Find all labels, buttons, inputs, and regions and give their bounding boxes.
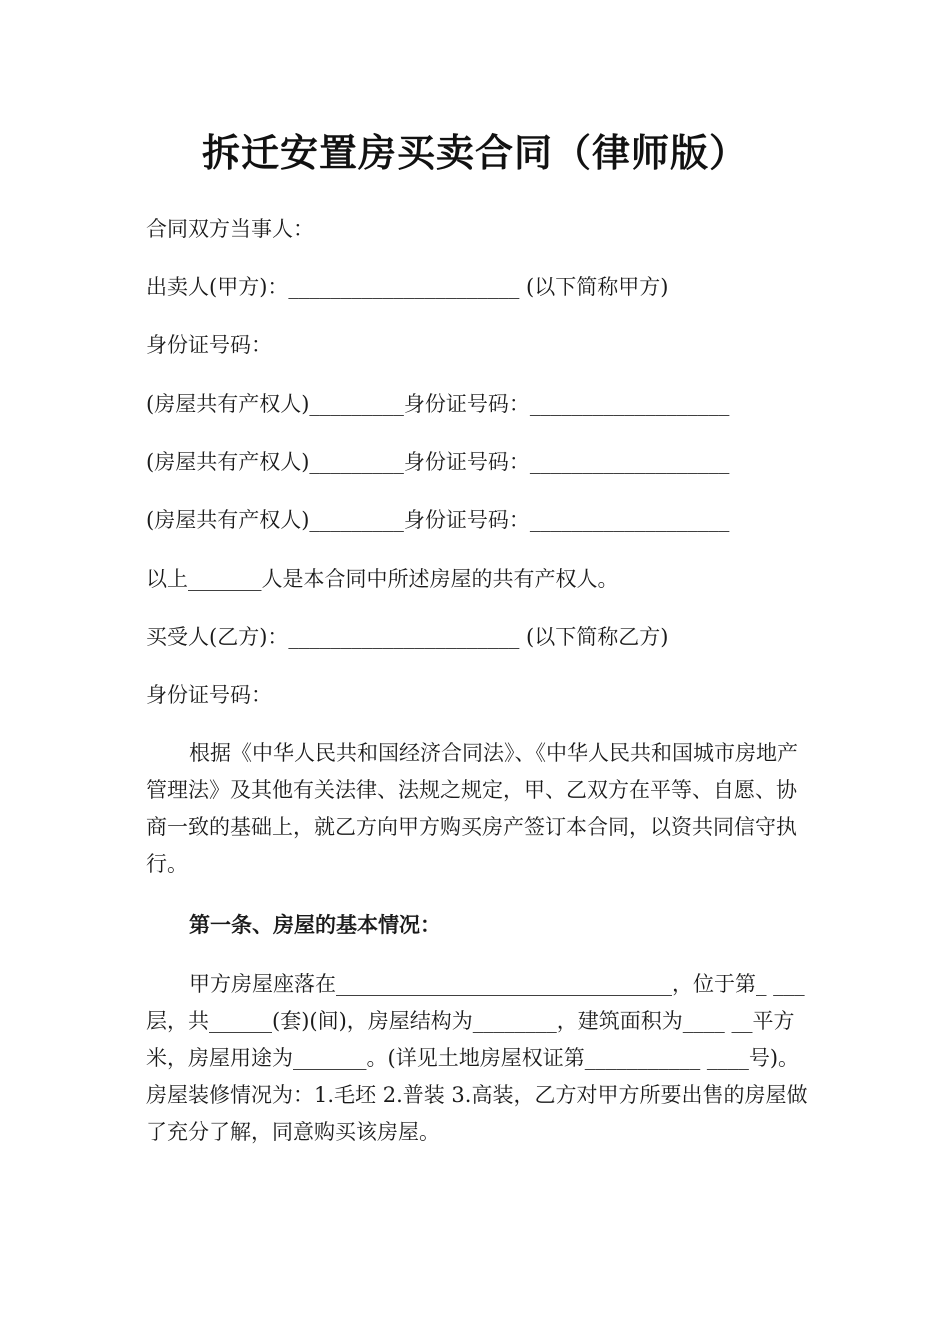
co-owner-line-3: (房屋共有产权人)_________身份证号码：___________________	[146, 508, 730, 532]
buyer-line: 买受人(乙方)：______________________ (以下简称乙方)	[146, 625, 669, 649]
document-title: 拆迁安置房买卖合同（律师版）	[201, 130, 748, 175]
article-1-body: 甲方房屋座落在________________________________，位于第_ ___层，共______(套)(间)，房屋结构为________，建筑面积为____ __平方米，房屋用途为_______。(详见土地房屋权证第___________ ____号)。房屋装修情况为：1.毛坯 2.普装 3.高装，乙方对甲方所要出售的房屋做了充分了解，同意购买该房屋。	[146, 972, 808, 1144]
seller-id-line: 身份证号码：	[146, 333, 272, 357]
buyer-id-line: 身份证号码：	[146, 683, 272, 707]
co-owner-line-2: (房屋共有产权人)_________身份证号码：___________________	[146, 450, 730, 474]
parties-line: 合同双方当事人：	[146, 217, 314, 241]
co-owner-line-1: (房屋共有产权人)_________身份证号码：___________________	[146, 392, 730, 416]
seller-line: 出卖人(甲方)：______________________ (以下简称甲方)	[146, 275, 669, 299]
co-owner-summary-line: 以上_______人是本合同中所述房屋的共有产权人。	[146, 567, 619, 591]
preamble-paragraph: 根据《中华人民共和国经济合同法》、《中华人民共和国城市房地产管理法》及其他有关法律、法规之规定，甲、乙双方在平等、自愿、协商一致的基础上，就乙方向甲方购买房产签订本合同，以资共同信守执行。	[146, 741, 798, 876]
article-1-heading: 第一条、房屋的基本情况：	[189, 912, 441, 937]
